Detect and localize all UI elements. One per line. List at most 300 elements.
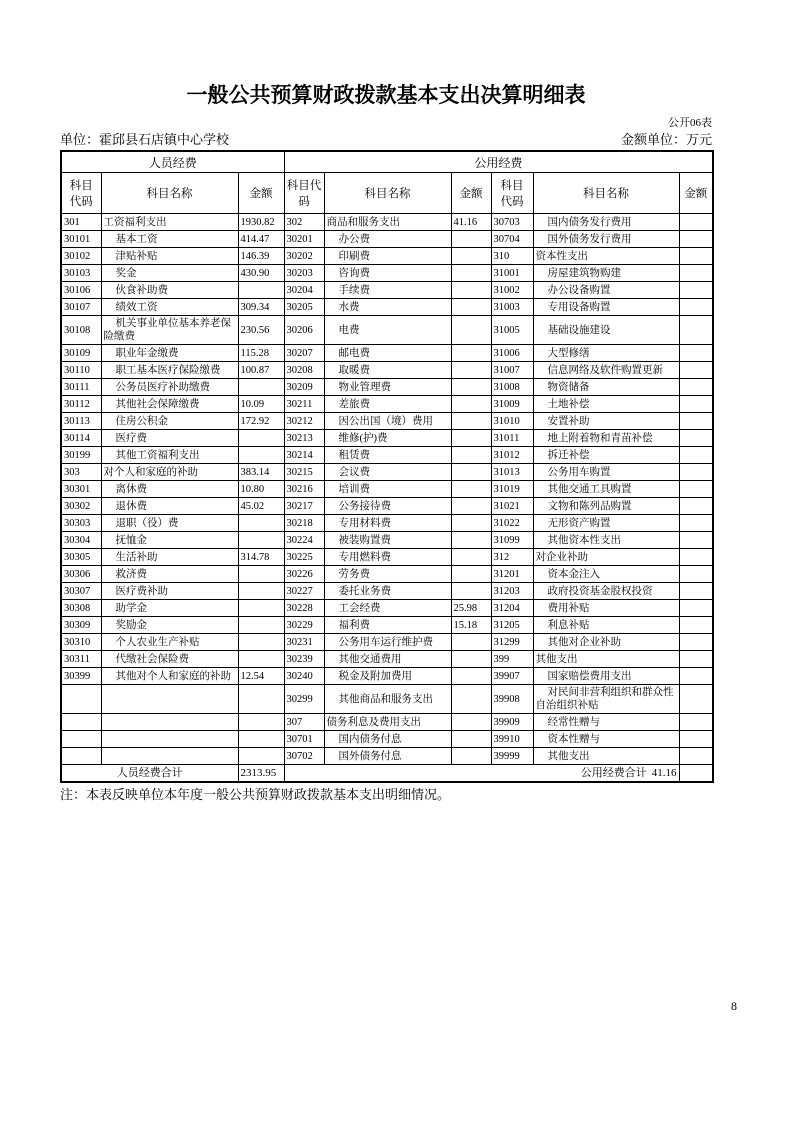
subject-name: 信息网络及软件购置更新 bbox=[533, 362, 679, 379]
subject-name: 资本性赠与 bbox=[533, 731, 679, 748]
amount bbox=[451, 481, 491, 498]
amount bbox=[679, 481, 713, 498]
table-row bbox=[61, 248, 713, 265]
subject-name: 福利费 bbox=[324, 617, 451, 634]
public-total-cell bbox=[284, 765, 679, 783]
subject-code: 39907 bbox=[491, 668, 533, 685]
subject-name: 电费 bbox=[324, 316, 451, 345]
subject-code: 30305 bbox=[61, 549, 101, 566]
subject-name: 国外债务发行费用 bbox=[533, 231, 679, 248]
table-row bbox=[61, 583, 713, 600]
subject-code: 399 bbox=[491, 651, 533, 668]
amount bbox=[451, 714, 491, 731]
subject-code: 39910 bbox=[491, 731, 533, 748]
amount bbox=[451, 583, 491, 600]
amount bbox=[238, 430, 284, 447]
subject-code: 30224 bbox=[284, 532, 324, 549]
subject-code: 31003 bbox=[491, 299, 533, 316]
subject-name: 机关事业单位基本养老保险缴费 bbox=[101, 316, 238, 345]
subject-name: 国家赔偿费用支出 bbox=[533, 668, 679, 685]
subject-code: 31010 bbox=[491, 413, 533, 430]
subject-code: 30302 bbox=[61, 498, 101, 515]
amount bbox=[238, 617, 284, 634]
table-row bbox=[61, 651, 713, 668]
subject-name: 文物和陈列品购置 bbox=[533, 498, 679, 515]
amount bbox=[679, 731, 713, 748]
subject-code: 31019 bbox=[491, 481, 533, 498]
subject-name: 医疗费补助 bbox=[101, 583, 238, 600]
table-row bbox=[61, 532, 713, 549]
subject-name: 奖励金 bbox=[101, 617, 238, 634]
subject-name: 劳务费 bbox=[324, 566, 451, 583]
amount bbox=[238, 748, 284, 765]
amount bbox=[451, 549, 491, 566]
amount bbox=[679, 345, 713, 362]
subject-code: 31007 bbox=[491, 362, 533, 379]
subject-name: 职工基本医疗保险缴费 bbox=[101, 362, 238, 379]
subject-name: 奖金 bbox=[101, 265, 238, 282]
col-header-name-2: 科目名称 bbox=[324, 173, 451, 214]
subject-name bbox=[101, 731, 238, 748]
subject-code: 30303 bbox=[61, 515, 101, 532]
amount bbox=[238, 634, 284, 651]
column-header-row bbox=[61, 173, 713, 214]
subject-name: 公务员医疗补助缴费 bbox=[101, 379, 238, 396]
amount bbox=[679, 549, 713, 566]
subject-code: 30206 bbox=[284, 316, 324, 345]
amount bbox=[679, 600, 713, 617]
subject-name: 取暖费 bbox=[324, 362, 451, 379]
subject-name: 个人农业生产补贴 bbox=[101, 634, 238, 651]
subject-name: 委托业务费 bbox=[324, 583, 451, 600]
table-row bbox=[61, 396, 713, 413]
subject-code: 39999 bbox=[491, 748, 533, 765]
subject-name: 其他支出 bbox=[533, 651, 679, 668]
amount bbox=[679, 447, 713, 464]
amount bbox=[451, 498, 491, 515]
subject-name: 抚恤金 bbox=[101, 532, 238, 549]
subject-name: 对民间非营利组织和群众性自治组织补贴 bbox=[533, 685, 679, 714]
amount bbox=[451, 231, 491, 248]
amount bbox=[451, 413, 491, 430]
amount bbox=[679, 668, 713, 685]
subject-code: 30399 bbox=[61, 668, 101, 685]
subject-code bbox=[61, 731, 101, 748]
subject-name: 其他工资福利支出 bbox=[101, 447, 238, 464]
subject-name: 无形资产购置 bbox=[533, 515, 679, 532]
table-row bbox=[61, 464, 713, 481]
subject-name: 绩效工资 bbox=[101, 299, 238, 316]
subject-code: 30110 bbox=[61, 362, 101, 379]
subject-code: 30211 bbox=[284, 396, 324, 413]
subject-name: 对企业补助 bbox=[533, 549, 679, 566]
table-body bbox=[61, 214, 713, 765]
subject-name: 其他社会保障缴费 bbox=[101, 396, 238, 413]
col-header-code-1: 科目 代码 bbox=[61, 173, 101, 214]
table-row bbox=[61, 714, 713, 731]
subject-name: 地上附着物和青苗补偿 bbox=[533, 430, 679, 447]
amount bbox=[679, 532, 713, 549]
personnel-total-value: 2313.95 bbox=[238, 765, 284, 783]
subject-code: 303 bbox=[61, 464, 101, 481]
amount bbox=[679, 231, 713, 248]
subject-name: 物资储备 bbox=[533, 379, 679, 396]
subject-code: 310 bbox=[491, 248, 533, 265]
amount bbox=[679, 566, 713, 583]
subject-code: 30306 bbox=[61, 566, 101, 583]
subject-code: 31299 bbox=[491, 634, 533, 651]
amount bbox=[679, 379, 713, 396]
amount bbox=[238, 685, 284, 714]
subject-name: 租赁费 bbox=[324, 447, 451, 464]
col-header-code-2: 科目代 码 bbox=[284, 173, 324, 214]
subject-code bbox=[61, 685, 101, 714]
amount: 115.28 bbox=[238, 345, 284, 362]
subject-code: 30704 bbox=[491, 231, 533, 248]
amount bbox=[238, 447, 284, 464]
amount: 383.14 bbox=[238, 464, 284, 481]
page-number: 8 bbox=[731, 999, 737, 1013]
subject-code: 30205 bbox=[284, 299, 324, 316]
subject-code: 30201 bbox=[284, 231, 324, 248]
unit-name: 单位：霍邱县石店镇中心学校 bbox=[60, 132, 230, 148]
amount bbox=[238, 731, 284, 748]
amount bbox=[451, 731, 491, 748]
amount bbox=[451, 282, 491, 299]
public-total-value: 41.16 bbox=[651, 766, 677, 779]
amount: 414.47 bbox=[238, 231, 284, 248]
subject-name: 其他支出 bbox=[533, 748, 679, 765]
amount: 430.90 bbox=[238, 265, 284, 282]
meta-row bbox=[60, 132, 712, 149]
subject-name: 救济费 bbox=[101, 566, 238, 583]
table-row bbox=[61, 362, 713, 379]
amount: 10.80 bbox=[238, 481, 284, 498]
amount bbox=[679, 714, 713, 731]
amount bbox=[679, 299, 713, 316]
amount bbox=[679, 498, 713, 515]
subject-name: 职业年金缴费 bbox=[101, 345, 238, 362]
amount bbox=[679, 583, 713, 600]
amount bbox=[238, 600, 284, 617]
subject-code: 31008 bbox=[491, 379, 533, 396]
subject-name: 其他对企业补助 bbox=[533, 634, 679, 651]
table-row bbox=[61, 498, 713, 515]
amount bbox=[451, 532, 491, 549]
amount bbox=[451, 430, 491, 447]
subject-name: 差旅费 bbox=[324, 396, 451, 413]
subject-name: 住房公积金 bbox=[101, 413, 238, 430]
subject-code: 30231 bbox=[284, 634, 324, 651]
amount bbox=[451, 685, 491, 714]
subject-name: 津贴补贴 bbox=[101, 248, 238, 265]
subject-name: 安置补助 bbox=[533, 413, 679, 430]
subject-name: 物业管理费 bbox=[324, 379, 451, 396]
table-row bbox=[61, 549, 713, 566]
subject-name: 国外债务付息 bbox=[324, 748, 451, 765]
amount bbox=[238, 714, 284, 731]
amount: 15.18 bbox=[451, 617, 491, 634]
public-total-label: 公用经费合计 bbox=[580, 766, 647, 779]
amount: 100.87 bbox=[238, 362, 284, 379]
amount bbox=[451, 566, 491, 583]
subject-name: 咨询费 bbox=[324, 265, 451, 282]
personnel-group-header: 人员经费 bbox=[61, 151, 284, 173]
subject-name: 经常性赠与 bbox=[533, 714, 679, 731]
subject-code: 307 bbox=[284, 714, 324, 731]
subject-code: 30702 bbox=[284, 748, 324, 765]
table-row bbox=[61, 430, 713, 447]
subject-code: 31009 bbox=[491, 396, 533, 413]
subject-name: 办公设备购置 bbox=[533, 282, 679, 299]
public-total-empty-cell bbox=[679, 765, 713, 783]
subject-code: 30304 bbox=[61, 532, 101, 549]
subject-name: 印刷费 bbox=[324, 248, 451, 265]
subject-name: 专用材料费 bbox=[324, 515, 451, 532]
amount bbox=[451, 379, 491, 396]
subject-code: 30226 bbox=[284, 566, 324, 583]
subject-code: 30701 bbox=[284, 731, 324, 748]
subject-code: 30311 bbox=[61, 651, 101, 668]
subject-code: 30112 bbox=[61, 396, 101, 413]
table-row bbox=[61, 668, 713, 685]
table-row bbox=[61, 634, 713, 651]
page-content bbox=[60, 0, 712, 804]
amount bbox=[679, 748, 713, 765]
amount bbox=[679, 413, 713, 430]
subject-name: 工资福利支出 bbox=[101, 214, 238, 231]
subject-code: 31204 bbox=[491, 600, 533, 617]
subject-name: 被装购置费 bbox=[324, 532, 451, 549]
col-header-code-3: 科目 代码 bbox=[491, 173, 533, 214]
amount bbox=[679, 651, 713, 668]
subject-code: 30114 bbox=[61, 430, 101, 447]
subject-code: 30225 bbox=[284, 549, 324, 566]
amount bbox=[238, 282, 284, 299]
amount: 146.39 bbox=[238, 248, 284, 265]
table-row bbox=[61, 447, 713, 464]
subject-name: 费用补贴 bbox=[533, 600, 679, 617]
amount bbox=[679, 316, 713, 345]
subject-name: 其他商品和服务支出 bbox=[324, 685, 451, 714]
subject-code: 30213 bbox=[284, 430, 324, 447]
subject-name: 对个人和家庭的补助 bbox=[101, 464, 238, 481]
subject-code: 30214 bbox=[284, 447, 324, 464]
subject-code: 30309 bbox=[61, 617, 101, 634]
subject-name: 手续费 bbox=[324, 282, 451, 299]
amount bbox=[679, 396, 713, 413]
subject-code: 30106 bbox=[61, 282, 101, 299]
subject-code: 31013 bbox=[491, 464, 533, 481]
public-group-header: 公用经费 bbox=[284, 151, 713, 173]
subject-name: 其他对个人和家庭的补助 bbox=[101, 668, 238, 685]
subject-code bbox=[61, 748, 101, 765]
subject-name bbox=[101, 685, 238, 714]
subject-code: 30204 bbox=[284, 282, 324, 299]
subject-name: 基本工资 bbox=[101, 231, 238, 248]
amount bbox=[238, 515, 284, 532]
col-header-name-1: 科目名称 bbox=[101, 173, 238, 214]
table-row bbox=[61, 481, 713, 498]
subject-code: 31006 bbox=[491, 345, 533, 362]
table-row bbox=[61, 282, 713, 299]
col-header-name-3: 科目名称 bbox=[533, 173, 679, 214]
subject-code bbox=[61, 714, 101, 731]
subject-name: 助学金 bbox=[101, 600, 238, 617]
subject-name: 工会经费 bbox=[324, 600, 451, 617]
subject-name: 其他资本性支出 bbox=[533, 532, 679, 549]
subject-code: 30307 bbox=[61, 583, 101, 600]
group-header-row bbox=[61, 151, 713, 173]
amount: 10.09 bbox=[238, 396, 284, 413]
col-header-amount-1: 金额 bbox=[238, 173, 284, 214]
amount bbox=[679, 515, 713, 532]
amount bbox=[679, 617, 713, 634]
subject-code: 31022 bbox=[491, 515, 533, 532]
amount bbox=[451, 265, 491, 282]
table-row bbox=[61, 748, 713, 765]
subject-name: 其他交通费用 bbox=[324, 651, 451, 668]
subject-name: 政府投资基金股权投资 bbox=[533, 583, 679, 600]
subject-code: 30308 bbox=[61, 600, 101, 617]
subject-code: 39908 bbox=[491, 685, 533, 714]
subject-code: 31012 bbox=[491, 447, 533, 464]
amount bbox=[238, 532, 284, 549]
subject-code: 31021 bbox=[491, 498, 533, 515]
amount: 12.54 bbox=[238, 668, 284, 685]
personnel-total-label: 人员经费合计 bbox=[61, 765, 238, 783]
subject-name: 房屋建筑物购建 bbox=[533, 265, 679, 282]
table-row bbox=[61, 316, 713, 345]
subject-name: 会议费 bbox=[324, 464, 451, 481]
subject-code: 31005 bbox=[491, 316, 533, 345]
table-row bbox=[61, 515, 713, 532]
subject-name: 拆迁补偿 bbox=[533, 447, 679, 464]
subject-name: 水费 bbox=[324, 299, 451, 316]
subject-code: 30217 bbox=[284, 498, 324, 515]
amount bbox=[679, 214, 713, 231]
amount: 41.16 bbox=[451, 214, 491, 231]
table-row bbox=[61, 617, 713, 634]
amount: 230.56 bbox=[238, 316, 284, 345]
subject-name: 税金及附加费用 bbox=[324, 668, 451, 685]
col-header-amount-2: 金额 bbox=[451, 173, 491, 214]
subject-name: 退休费 bbox=[101, 498, 238, 515]
subject-code: 31011 bbox=[491, 430, 533, 447]
subject-code: 31201 bbox=[491, 566, 533, 583]
subject-code: 39909 bbox=[491, 714, 533, 731]
subject-name: 国内债务发行费用 bbox=[533, 214, 679, 231]
subject-name: 离休费 bbox=[101, 481, 238, 498]
subject-name: 土地补偿 bbox=[533, 396, 679, 413]
amount bbox=[679, 362, 713, 379]
amount bbox=[679, 634, 713, 651]
table-row bbox=[61, 413, 713, 430]
subject-name: 维修(护)费 bbox=[324, 430, 451, 447]
amount bbox=[679, 265, 713, 282]
subject-code: 30102 bbox=[61, 248, 101, 265]
amount bbox=[679, 282, 713, 299]
subject-code: 30299 bbox=[284, 685, 324, 714]
amount bbox=[451, 362, 491, 379]
subject-code: 301 bbox=[61, 214, 101, 231]
amount: 309.34 bbox=[238, 299, 284, 316]
subject-name: 专用燃料费 bbox=[324, 549, 451, 566]
subject-name: 退职（役）费 bbox=[101, 515, 238, 532]
subject-code: 30208 bbox=[284, 362, 324, 379]
subject-code: 31099 bbox=[491, 532, 533, 549]
amount bbox=[238, 566, 284, 583]
subject-name: 基础设施建设 bbox=[533, 316, 679, 345]
subject-code: 30202 bbox=[284, 248, 324, 265]
subject-code: 302 bbox=[284, 214, 324, 231]
budget-table bbox=[60, 150, 714, 783]
amount bbox=[451, 396, 491, 413]
table-row bbox=[61, 566, 713, 583]
amount bbox=[679, 464, 713, 481]
subject-code: 30218 bbox=[284, 515, 324, 532]
page-title: 一般公共预算财政拨款基本支出决算明细表 bbox=[186, 83, 586, 107]
col-header-amount-3: 金额 bbox=[679, 173, 713, 214]
subject-code: 30227 bbox=[284, 583, 324, 600]
subject-name: 医疗费 bbox=[101, 430, 238, 447]
subject-name: 伙食补助费 bbox=[101, 282, 238, 299]
subject-name: 因公出国（境）费用 bbox=[324, 413, 451, 430]
amount bbox=[238, 379, 284, 396]
subject-code: 30199 bbox=[61, 447, 101, 464]
subject-name: 国内债务付息 bbox=[324, 731, 451, 748]
amount: 25.98 bbox=[451, 600, 491, 617]
subject-name: 邮电费 bbox=[324, 345, 451, 362]
amount bbox=[451, 651, 491, 668]
table-row bbox=[61, 379, 713, 396]
subject-code: 31205 bbox=[491, 617, 533, 634]
amount bbox=[238, 583, 284, 600]
amount bbox=[451, 299, 491, 316]
subject-name bbox=[101, 714, 238, 731]
amount bbox=[451, 748, 491, 765]
amount bbox=[451, 248, 491, 265]
form-number: 公开06表 bbox=[668, 117, 712, 130]
subject-code: 30101 bbox=[61, 231, 101, 248]
subject-name: 办公费 bbox=[324, 231, 451, 248]
subject-name: 生活补助 bbox=[101, 549, 238, 566]
amount: 45.02 bbox=[238, 498, 284, 515]
amount bbox=[451, 464, 491, 481]
amount bbox=[451, 515, 491, 532]
subject-name: 公务用车购置 bbox=[533, 464, 679, 481]
amount-unit: 金额单位：万元 bbox=[620, 132, 712, 148]
amount bbox=[451, 345, 491, 362]
subject-name bbox=[101, 748, 238, 765]
table-row bbox=[61, 231, 713, 248]
amount bbox=[679, 685, 713, 714]
subject-code: 30111 bbox=[61, 379, 101, 396]
subject-name: 其他交通工具购置 bbox=[533, 481, 679, 498]
table-row bbox=[61, 214, 713, 231]
subject-code: 30703 bbox=[491, 214, 533, 231]
subject-code: 30203 bbox=[284, 265, 324, 282]
subject-code: 30107 bbox=[61, 299, 101, 316]
subject-code: 30103 bbox=[61, 265, 101, 282]
amount bbox=[679, 430, 713, 447]
subject-code: 30215 bbox=[284, 464, 324, 481]
subject-name: 培训费 bbox=[324, 481, 451, 498]
table-row bbox=[61, 731, 713, 748]
subject-name: 公务用车运行维护费 bbox=[324, 634, 451, 651]
subject-code: 30301 bbox=[61, 481, 101, 498]
subject-code: 31002 bbox=[491, 282, 533, 299]
